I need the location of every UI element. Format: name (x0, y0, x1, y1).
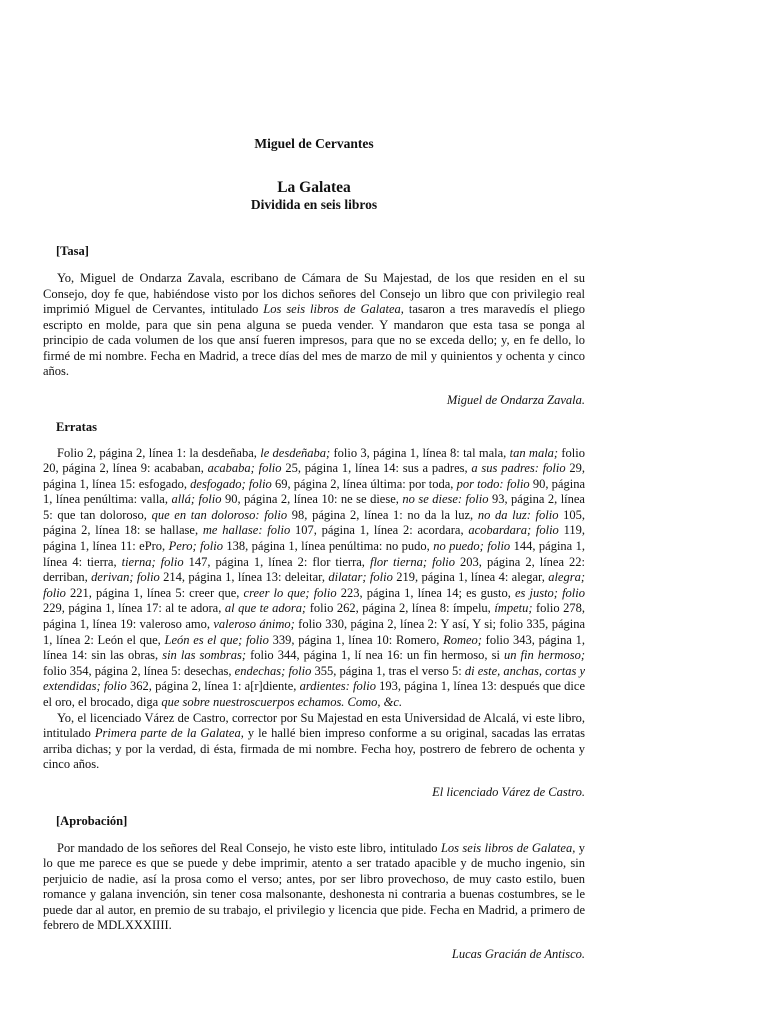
italic-run: sin las sombras; (162, 648, 247, 663)
erratas-section (43, 420, 585, 800)
text-run: 90, página 1, línea penúltima: valla, (43, 476, 585, 507)
aprobacion-paragraph (43, 841, 585, 934)
erratas-paragraph-1 (43, 446, 585, 711)
aprobacion-signature: Lucas Gracián de Antisco. (451, 946, 585, 961)
italic-run: no puedo; folio (433, 539, 511, 554)
text-run: 90, página 2, línea 10: ne se diese, (221, 492, 403, 507)
tasa-text: Yo, Miguel de Ondarza Zavala, escribano de Cámara de Su Majestad, de los que residen en el su Consejo, doy fe que, habiéndose visto por los dichos señores del Consejo un libro que con privilegio real imprimió Miguel de Cervantes, intitulado (43, 271, 585, 316)
italic-run: Primera parte de la Galatea, (94, 726, 244, 741)
italic-run: allá; folio (171, 492, 222, 507)
italic-run: que sobre nuestroscuerpos echamos. Como, &c. (161, 695, 403, 709)
italic-run: ímpetu; (494, 601, 533, 616)
text-run: folio 343, página 1, línea 14: sin las obras, (43, 632, 585, 663)
text-run: 362, página 2, línea 1: a[r]diente, (126, 679, 300, 694)
italic-run: valeroso ánimo; (213, 617, 295, 632)
text-run: 203, página 2, línea 22: derriban, (43, 554, 586, 585)
text-run: 93, página 2, línea 5: que tan doloroso, (43, 492, 585, 522)
tasa-book-title: Los seis libros de Galatea, (263, 302, 404, 316)
text-run: 98, página 2, línea 1: no da la luz, (287, 507, 478, 522)
text-run: folio 354, página 2, línea 5: desechas, (43, 663, 235, 678)
text-run: 105, página 2, línea 18: se hallase, (43, 507, 586, 538)
text-run: Yo, el licenciado Várez de Castro, corrector por Su Majestad en esta Universidad de Alcalá, vi este libro, intitulado (43, 710, 585, 741)
italic-run: tierna; folio (121, 554, 184, 569)
italic-run: un fin hermoso; (503, 648, 585, 663)
text-run: folio 278, página 1, línea 19: valeroso amo, (43, 601, 586, 632)
text-run: folio 3, página 1, línea 8: tal mala, (330, 445, 510, 460)
italic-run: Romeo; (443, 632, 482, 647)
aprobacion-section (43, 814, 585, 962)
text-run: y lo que me parece es que se puede y debe imprimir, atento a ser tratado apacible y de mucho ingenio, sin perjuicio de nadie, así la prosa como el verso; antes, por ser libro provechoso, de muy casto estilo, buen romance y galana invención, sin tener cosa malsonante, deshonesta ni contraria a buenas costumbres, se le puede dar al autor, en premio de su trabajo, el privilegio y licencia que pide. Fecha en Madrid, a primero de febrero de MDLXXXIIII. (43, 840, 585, 933)
italic-run: le desdeñaba; (260, 445, 331, 460)
italic-run: me hallase: folio (202, 523, 291, 538)
tasa-paragraph (43, 271, 585, 380)
italic-run: acababa; folio (207, 461, 282, 476)
italic-run: Los seis libros de Galatea, (440, 840, 576, 855)
text-run: folio 20, página 2, línea 9: acababan, (43, 445, 586, 476)
italic-run: di este, anchas, cortas y extendidas; folio (43, 663, 586, 694)
text-run: folio 344, página 1, lí nea 16: un fin hermoso, si (246, 648, 504, 663)
text-run: 69, página 2, línea última: por toda, (271, 476, 457, 491)
italic-run: desfogado; folio (190, 476, 272, 491)
text-run: 219, página 1, línea 4: alegar, (392, 570, 549, 585)
italic-run: por todo: folio (456, 476, 530, 491)
tasa-section (43, 244, 585, 408)
erratas-signature: El licenciado Várez de Castro. (432, 784, 585, 799)
erratas-paragraph-2 (43, 711, 585, 773)
text-run: 229, página 1, línea 17: al te adora, (43, 601, 225, 616)
text-run: 193, página 1, línea 13: después que dice el oro, el brocado, diga (43, 679, 585, 709)
text-run: folio 262, página 2, línea 8: ímpelu, (306, 601, 495, 616)
italic-run: dilatar; folio (328, 570, 393, 585)
italic-run: no da luz: folio (477, 507, 559, 522)
text-run: 119, página 1, línea 11: ePro, (43, 523, 586, 554)
italic-run: alegra; folio (43, 570, 586, 600)
text-run: 339, página 1, línea 10: Romero, (268, 632, 444, 647)
italic-run: endechas; folio (234, 663, 312, 678)
italic-run: creer lo que; folio (243, 585, 337, 600)
italic-run: acobardara; folio (468, 523, 559, 538)
text-run: 138, página 1, línea penúltima: no pudo, (222, 539, 434, 554)
tasa-text-end: tasaron a tres maravedís el pliego escripto en molde, para que sin pena alguna se pueda vender. Y mandaron que esta tasa se ponga al principio de cada volumen de los que ansí fueren impresos, para que no se exceda dello; y, en fe dello, lo firmé de mi nombre. Fecha en Madrid, a trece días del mes de marzo de mil y quinientos y ochenta y cinco años. (43, 302, 585, 378)
author-name: Miguel de Cervantes (254, 136, 374, 151)
book-title: La Galatea (277, 179, 351, 196)
book-subtitle: Dividida en seis libros (250, 197, 378, 212)
text-run: 144, página 1, línea 4: tierra, (43, 539, 585, 569)
italic-run: que en tan doloroso: folio (151, 507, 288, 522)
italic-run: flor tierna; folio (369, 554, 456, 569)
italic-run: a sus padres: folio (471, 461, 566, 476)
text-run: 107, página 1, línea 2: acordara, (290, 523, 469, 538)
tasa-signature: Miguel de Ondarza Zavala. (446, 392, 585, 407)
aprobacion-heading: [Aprobación] (56, 813, 128, 828)
italic-run: es justo; folio (514, 585, 585, 600)
italic-run: tan mala; (509, 445, 559, 460)
text-run: Por mandado de los señores del Real Consejo, he visto este libro, intitulado (57, 840, 441, 855)
text-run: 355, página 1, tras el verso 5: (311, 663, 465, 678)
italic-run: al que te adora; (224, 601, 307, 616)
italic-run: no se diese: folio (402, 492, 489, 507)
text-run: 221, página 1, línea 5: creer que, (65, 585, 244, 600)
italic-run: León es el que; folio (164, 632, 269, 647)
text-run: Folio 2, página 2, línea 1: la desdeñaba, (57, 445, 261, 460)
text-run: 147, página 1, línea 2: flor tierra, (183, 554, 370, 569)
text-run: folio 330, página 2, línea 2: Y así, Y si; folio 335, página 1, línea 2: León el que, (43, 617, 586, 647)
erratas-heading: Erratas (56, 419, 97, 434)
text-run: 223, página 1, línea 14; es gusto, (336, 585, 515, 600)
document-page (43, 132, 585, 962)
text-run: y le hallé bien impreso conforme a su original, sacadas las erratas arriba dichas; y por la verdad, di ésta, firmada de mi nombre. Fecha hoy, postrero de febrero de ochenta y cinco años. (43, 726, 586, 772)
italic-run: derivan; folio (91, 570, 160, 585)
italic-run: ardientes: folio (299, 679, 376, 694)
text-run: 29, página 1, línea 15: esfogado, (43, 461, 586, 491)
text-run: 214, página 1, línea 13: deleitar, (159, 570, 329, 585)
italic-run: Pero; folio (168, 539, 223, 554)
text-run: 25, página 1, línea 14: sus a padres, (281, 461, 472, 476)
tasa-heading: [Tasa] (56, 244, 89, 258)
